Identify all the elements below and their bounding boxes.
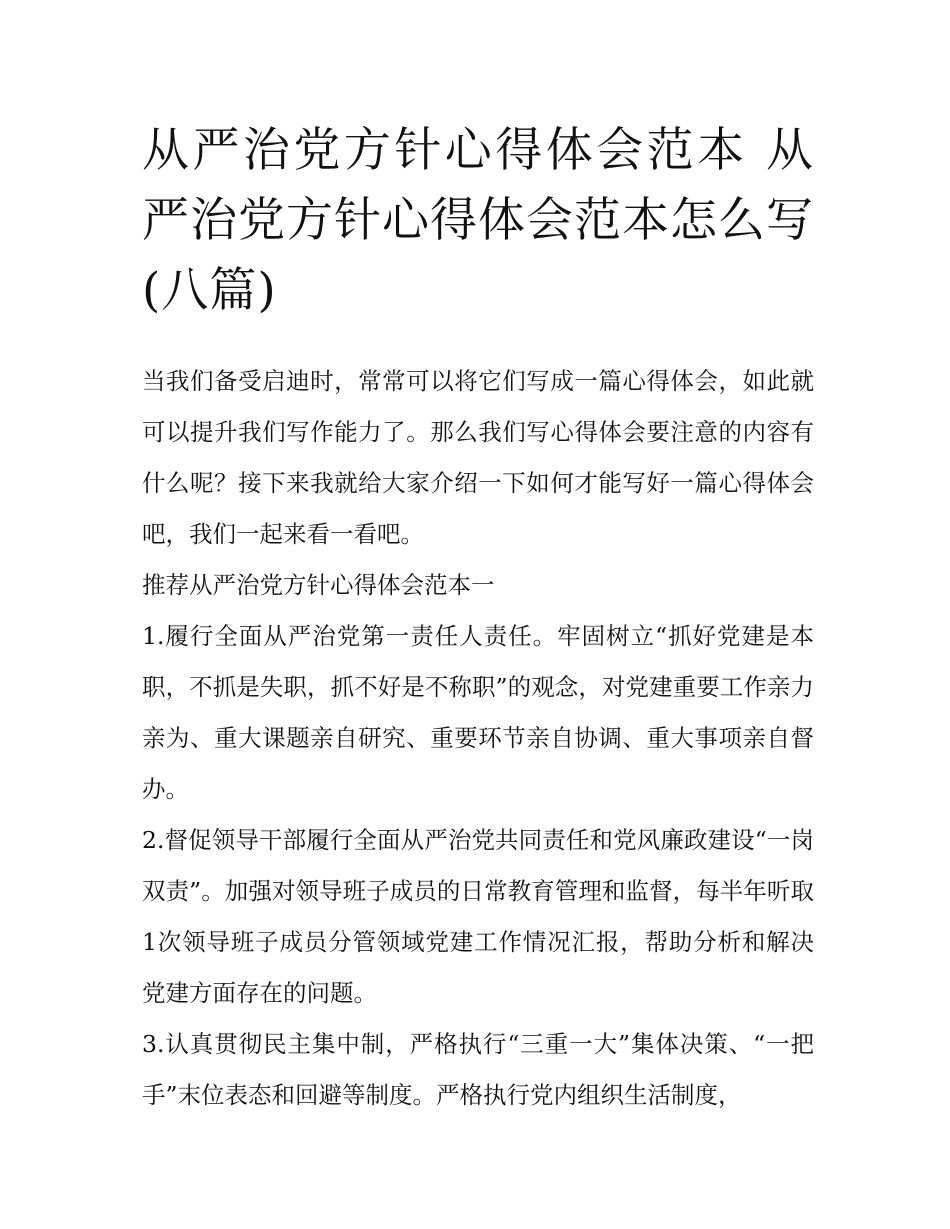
document-title: 从严治党方针心得体会范本 从严治党方针心得体会范本怎么写(八篇) xyxy=(142,123,814,318)
section-heading: 推荐从严治党方针心得体会范本一 xyxy=(142,571,495,599)
item-paragraph-1: 1.履行全面从严治党第一责任人责任。牢固树立“抓好党建是本职，不抓是失职，抓不好是不称职”的观念，对党建重要工作亲力亲为、重大课题亲自研究、重要环节亲自协调、重大事项亲自督办。 xyxy=(142,622,814,803)
intro-paragraph: 当我们备受启迪时，常常可以将它们写成一篇心得体会，如此就可以提升我们写作能力了。那么我们写心得体会要注意的内容有什么呢？接下来我就给大家介绍一下如何才能写好一篇心得体会吧，我们一起来看一看吧。 xyxy=(142,367,814,548)
item-paragraph-3: 3.认真贯彻民主集中制，严格执行“三重一大”集体决策、“一把手”末位表态和回避等制度。严格执行党内组织生活制度， xyxy=(142,1030,814,1109)
item-paragraph-2: 2.督促领导干部履行全面从严治党共同责任和党风廉政建设“一岗双责”。加强对领导班子成员的日常教育管理和监督，每半年听取1次领导班子成员分管领域党建工作情况汇报，帮助分析和解决党建方面存在的问题。 xyxy=(142,826,814,1007)
document-body xyxy=(142,356,814,1121)
